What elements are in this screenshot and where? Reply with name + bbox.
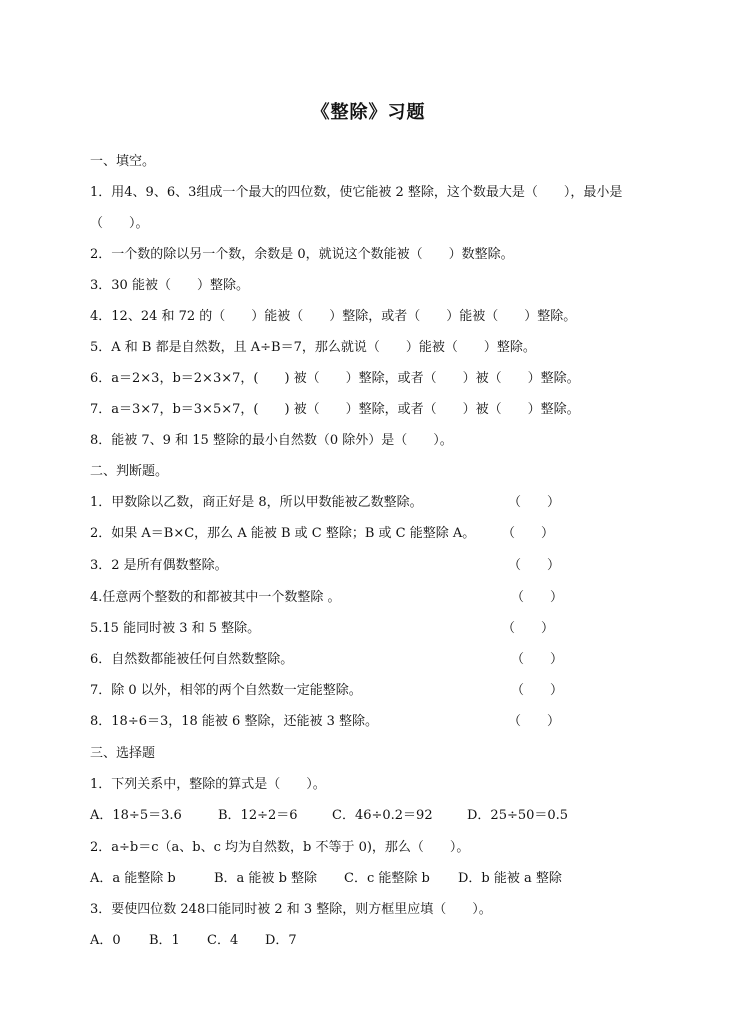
choice-question-2-options bbox=[90, 870, 562, 888]
choice-3-option-b: B．1 bbox=[149, 933, 180, 948]
choice-2-option-c: C．c 能整除 b bbox=[344, 871, 430, 886]
judge-question-1: 1．甲数除以乙数，商正好是 8，所以甲数能被乙数整除。 bbox=[90, 495, 423, 510]
judge-answer-box-1: （ ） bbox=[508, 495, 561, 510]
fill-question-1: 1．用4、9、6、3组成一个最大的四位数，使它能被 2 整除，这个数最大是（ ），最小是 bbox=[90, 185, 623, 200]
choice-question-3-options bbox=[90, 932, 297, 950]
choice-1-option-d: D．25÷50＝0.5 bbox=[467, 808, 569, 823]
judge-answer-box-6: （ ） bbox=[511, 652, 564, 667]
choice-1-option-c: C．46÷0.2＝92 bbox=[332, 808, 433, 823]
judge-question-7: 7．除 0 以外，相邻的两个自然数一定能整除。 bbox=[90, 683, 362, 698]
judge-answer-box-3: （ ） bbox=[508, 558, 561, 573]
fill-question-2: 2．一个数的除以另一个数，余数是 0，就说这个数能被（ ）数整除。 bbox=[90, 247, 514, 262]
choice-question-1-options bbox=[90, 807, 568, 825]
judge-question-4: 4.任意两个整数的和都被其中一个数整除 。 bbox=[90, 590, 341, 605]
choice-2-option-a: A．a 能整除 b bbox=[90, 871, 176, 886]
judge-answer-box-7: （ ） bbox=[511, 683, 564, 698]
section-fill-heading: 一、填空。 bbox=[90, 154, 156, 169]
choice-3-option-d: D．7 bbox=[265, 933, 297, 948]
choice-3-option-c: C．4 bbox=[207, 933, 239, 948]
choice-question-1: 1．下列关系中，整除的算式是（ ）。 bbox=[90, 777, 326, 792]
judge-question-3: 3．2 是所有偶数整除。 bbox=[90, 558, 228, 573]
judge-question-5: 5.15 能同时被 3 和 5 整除。 bbox=[90, 621, 261, 636]
judge-answer-box-2: （ ） bbox=[502, 526, 555, 541]
judge-answer-box-5: （ ） bbox=[502, 621, 555, 636]
judge-answer-box-4: （ ） bbox=[511, 590, 564, 605]
fill-question-7: 7．a＝3×7，b＝3×5×7，( ) 被（ ）整除，或者（ ）被（ ）整除。 bbox=[90, 402, 580, 417]
choice-2-option-b: B．a 能被 b 整除 bbox=[214, 871, 318, 886]
judge-question-6: 6．自然数都能被任何自然数整除。 bbox=[90, 652, 294, 667]
choice-2-option-d: D．b 能被 a 整除 bbox=[458, 871, 562, 886]
choice-question-2: 2．a÷b＝c（a、b、c 均为自然数，b 不等于 0)，那么（ ）。 bbox=[90, 840, 470, 855]
fill-question-8: 8．能被 7、9 和 15 整除的最小自然数（0 除外）是（ ）。 bbox=[90, 433, 453, 448]
judge-answer-box-8: （ ） bbox=[508, 714, 561, 729]
judge-question-8: 8．18÷6＝3，18 能被 6 整除，还能被 3 整除。 bbox=[90, 714, 378, 729]
section-choice-heading: 三、选择题 bbox=[90, 746, 156, 761]
choice-question-3: 3．要使四位数 248口能同时被 2 和 3 整除，则方框里应填（ ）。 bbox=[90, 902, 492, 917]
fill-question-6: 6．a＝2×3，b＝2×3×7，( ) 被（ ）整除，或者（ ）被（ ）整除。 bbox=[90, 371, 580, 386]
fill-question-3: 3．30 能被（ ）整除。 bbox=[90, 278, 249, 293]
choice-1-option-b: B．12÷2＝6 bbox=[218, 808, 298, 823]
choice-3-option-a: A．0 bbox=[90, 933, 121, 948]
choice-1-option-a: A．18÷5＝3.6 bbox=[90, 808, 182, 823]
judge-question-2: 2．如果 A＝B×C，那么 A 能被 B 或 C 整除；B 或 C 能整除 A。 bbox=[90, 526, 476, 541]
fill-question-5: 5．A 和 B 都是自然数，且 A÷B＝7，那么就说（ ）能被（ ）整除。 bbox=[90, 340, 536, 355]
fill-question-4: 4．12、24 和 72 的（ ）能被（ ）整除，或者（ ）能被（ ）整除。 bbox=[90, 309, 577, 324]
section-judge-heading: 二、判断题。 bbox=[90, 464, 169, 479]
page-title: 《整除》习题 bbox=[311, 102, 426, 123]
fill-question-1-cont: （ ）。 bbox=[90, 216, 149, 231]
